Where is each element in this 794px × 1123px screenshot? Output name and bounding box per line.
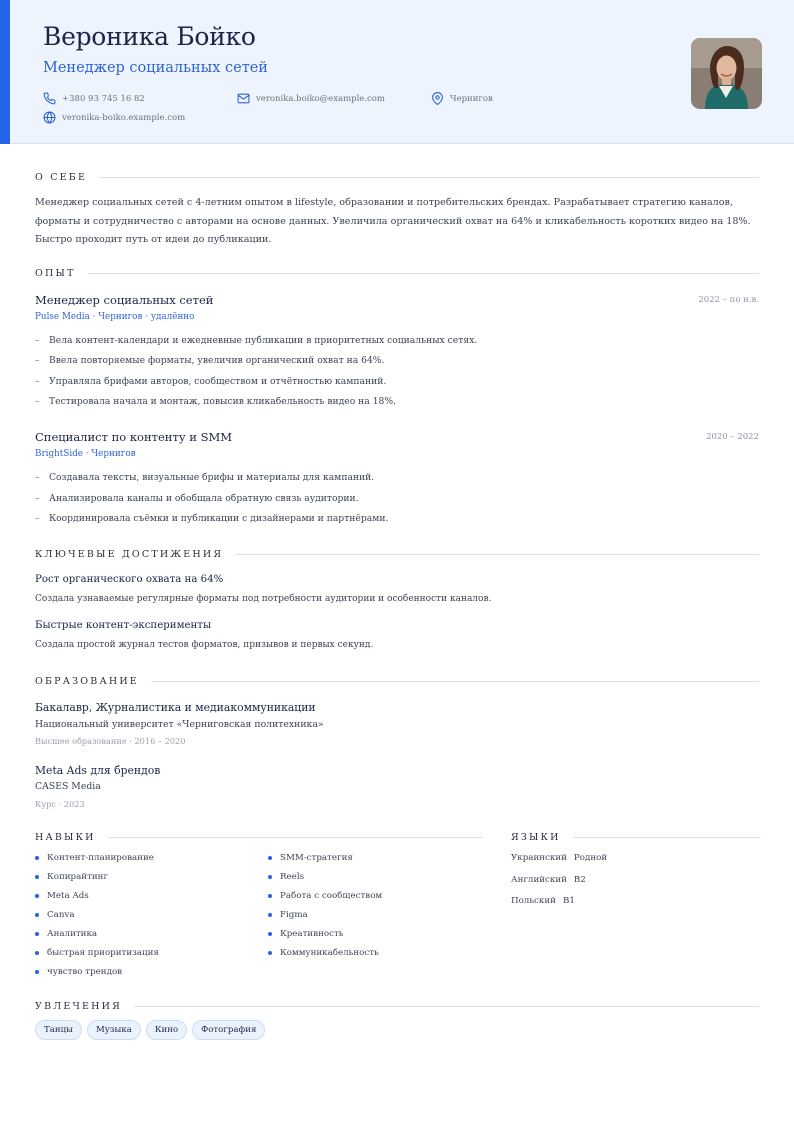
location-pin-icon bbox=[431, 92, 444, 105]
section-experience-heading bbox=[35, 268, 759, 279]
job-company: Pulse Media · Чернигов · удалённо bbox=[35, 312, 195, 322]
hobby-tags bbox=[35, 1020, 265, 1040]
contact-website[interactable] bbox=[43, 111, 185, 124]
skill-item: быстрая приоритизация bbox=[35, 948, 159, 958]
skill-item: Работа с сообществом bbox=[268, 891, 382, 901]
job-bullet: – Анализировала каналы и обобщала обратную связь аудитории. bbox=[35, 493, 359, 504]
section-skills-heading bbox=[35, 832, 483, 843]
section-title: ОПЫТ bbox=[35, 268, 76, 279]
profile-photo bbox=[691, 38, 762, 109]
section-divider bbox=[99, 177, 759, 178]
language-item: Украинский Родной bbox=[511, 853, 608, 863]
candidate-name: Вероника Бойко bbox=[43, 22, 256, 51]
section-achievements-heading bbox=[35, 549, 759, 560]
section-divider bbox=[151, 681, 759, 682]
skill-item: Figma bbox=[268, 910, 308, 920]
hobby-tag: Фотография bbox=[192, 1020, 265, 1040]
achievement-title: Быстрые контент-эксперименты bbox=[35, 620, 212, 631]
contact-email[interactable] bbox=[237, 92, 385, 105]
hobby-tag: Танцы bbox=[35, 1020, 82, 1040]
achievement-description: Создала узнаваемые регулярные форматы под потребности аудитории и особенности каналов. bbox=[35, 594, 492, 604]
section-title: КЛЮЧЕВЫЕ ДОСТИЖЕНИЯ bbox=[35, 549, 224, 560]
accent-bar bbox=[0, 0, 10, 144]
contact-phone bbox=[43, 92, 145, 105]
section-divider bbox=[88, 273, 759, 274]
skill-item: Контент-планирование bbox=[35, 853, 154, 863]
job-bullet: – Управляла брифами авторов, сообществом и отчётностью кампаний. bbox=[35, 376, 387, 387]
mail-icon bbox=[237, 92, 250, 105]
skill-item: Креативность bbox=[268, 929, 344, 939]
job-bullet: – Координировала съёмки и публикации с дизайнерами и партнёрами. bbox=[35, 513, 389, 524]
section-divider bbox=[235, 554, 759, 555]
candidate-role: Менеджер социальных сетей bbox=[43, 60, 268, 76]
section-about-heading bbox=[35, 172, 759, 183]
section-divider bbox=[134, 1006, 759, 1007]
job-bullet: – Создавала тексты, визуальные брифы и материалы для кампаний. bbox=[35, 472, 375, 483]
section-divider bbox=[108, 837, 483, 838]
job-bullet: – Ввела повторяемые форматы, увеличив органический охват на 64%. bbox=[35, 355, 385, 366]
section-title: ЯЗЫКИ bbox=[511, 832, 561, 843]
skill-item: Копирайтинг bbox=[35, 872, 108, 882]
job-title: Менеджер социальных сетей bbox=[35, 293, 214, 307]
section-title: НАВЫКИ bbox=[35, 832, 96, 843]
section-title: УВЛЕЧЕНИЯ bbox=[35, 1001, 123, 1012]
skill-item: Meta Ads bbox=[35, 891, 89, 901]
job-company: BrightSide · Чернигов bbox=[35, 449, 136, 459]
skill-item: Коммуникабельность bbox=[268, 948, 379, 958]
job-date: 2020 – 2022 bbox=[706, 432, 759, 442]
education-degree: Meta Ads для брендов bbox=[35, 764, 161, 777]
section-education-heading bbox=[35, 676, 759, 687]
education-meta: Высшее образование · 2016 – 2020 bbox=[35, 736, 186, 746]
section-hobbies-heading bbox=[35, 1001, 759, 1012]
job-date: 2022 – по н.в. bbox=[698, 295, 759, 305]
phone-icon bbox=[43, 92, 56, 105]
hobby-tag: Кино bbox=[146, 1020, 187, 1040]
skill-item: Reels bbox=[268, 872, 304, 882]
achievement-description: Создала простой журнал тестов форматов, призывов и первых секунд. bbox=[35, 640, 374, 650]
website-text: veronika-boiko.example.com bbox=[62, 112, 186, 123]
skill-item: Canva bbox=[35, 910, 75, 920]
skill-item: SMM-стратегия bbox=[268, 853, 353, 863]
skill-item: Аналитика bbox=[35, 929, 97, 939]
email-text: veronika.boiko@example.com bbox=[256, 93, 385, 104]
hobby-tag: Музыка bbox=[87, 1020, 141, 1040]
phone-text: +380 93 745 16 82 bbox=[62, 93, 145, 104]
resume-header bbox=[0, 0, 794, 144]
skill-item: чувство трендов bbox=[35, 967, 122, 977]
section-title: О СЕБЕ bbox=[35, 172, 88, 183]
section-title: ОБРАЗОВАНИЕ bbox=[35, 676, 139, 687]
section-divider bbox=[573, 837, 761, 838]
location-text: Чернигов bbox=[450, 93, 493, 104]
job-title: Специалист по контенту и SMM bbox=[35, 430, 232, 444]
globe-icon bbox=[43, 111, 56, 124]
section-languages-heading bbox=[511, 832, 761, 843]
language-item: Английский B2 bbox=[511, 875, 586, 885]
achievement-title: Рост органического охвата на 64% bbox=[35, 574, 224, 585]
job-bullet: – Вела контент-календари и ежедневные публикации в приоритетных социальных сетях. bbox=[35, 335, 478, 346]
education-meta: Курс · 2023 bbox=[35, 799, 85, 809]
education-institution: CASES Media bbox=[35, 781, 101, 792]
education-institution: Национальный университет «Черниговская политехника» bbox=[35, 719, 324, 730]
summary-text: Менеджер социальных сетей с 4-летним опытом в lifestyle, образовании и потребительских брендах. Разрабатывает стратегию каналов, форматы и сотрудничество с авторами на основе данных. Увеличила органический охват на 64% и кликабельность коротких видео на 18%. Быстро проходит путь от идеи до публикации. bbox=[35, 197, 751, 245]
contact-location bbox=[431, 92, 493, 105]
education-degree: Бакалавр, Журналистика и медиакоммуникации bbox=[35, 701, 316, 714]
language-item: Польский B1 bbox=[511, 896, 575, 906]
job-bullet: – Тестировала начала и монтаж, повысив кликабельность видео на 18%. bbox=[35, 396, 397, 407]
